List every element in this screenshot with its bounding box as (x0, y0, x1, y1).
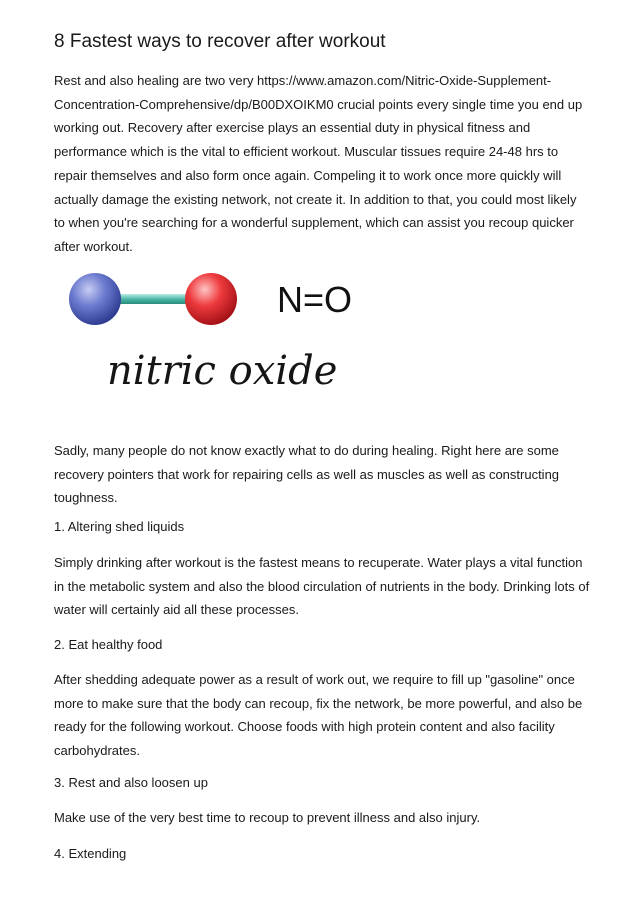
section-heading: 2. Eat healthy food (54, 637, 163, 652)
paragraph-line: toughness. (54, 490, 118, 506)
paragraph-line: Sadly, many people do not know exactly what to do during healing. Right here are some (54, 443, 559, 458)
intro-line: performance which is the vital to efficient workout. Muscular tissues require 24-48 hrs to (54, 144, 559, 160)
section-paragraph (54, 551, 594, 622)
section-paragraph (54, 668, 594, 763)
page-title: 8 Fastest ways to recover after workout (54, 31, 386, 52)
oxygen-atom (185, 273, 237, 325)
paragraph-line: carbohydrates. (54, 743, 140, 759)
paragraph-line: more to make sure that the body can recoup, fix the network, be more powerful, and also be (54, 695, 583, 711)
section-paragraph (54, 806, 594, 830)
formula-label: N=O (277, 279, 353, 320)
section-heading: 4. Extending (54, 846, 127, 861)
paragraph-line: in the metabolic system and also the blood circulation of nutrients in the body. Drinking lots of (54, 578, 590, 594)
nitrogen-atom (69, 273, 121, 325)
paragraph-line: Simply drinking after workout is the fastest means to recuperate. Water plays a vital function (54, 555, 583, 570)
intro-line: Rest and also healing are two very https://www.amazon.com/Nitric-Oxide-Supplement- (54, 73, 552, 88)
paragraph-line: water will certainly aid all these processes. (54, 602, 299, 618)
paragraph-line: After shedding adequate power as a result of work out, we require to fill up "gasoline" once (54, 672, 575, 687)
paragraph-line: ready for the following workout. Choose foods with high protein content and also facility (54, 719, 555, 735)
intro-line: Concentration-Comprehensive/dp/B00DXOIKM0 crucial points every single time you end up (54, 96, 583, 112)
intro-line: after workout. (54, 238, 133, 254)
body-paragraph (54, 439, 594, 510)
paragraph-line: Make use of the very best time to recoup to prevent illness and also injury. (54, 810, 481, 825)
section-heading: 3. Rest and also loosen up (54, 775, 208, 790)
section-heading: 1. Altering shed liquids (54, 519, 185, 534)
intro-line: working out. Recovery after exercise plays an essential duty in physical fitness and (54, 120, 531, 136)
figure-caption: nitric oxide (107, 348, 338, 394)
nitric-oxide-figure (55, 250, 375, 400)
intro-line: to when you're searching for a wonderful supplement, which can assist you recoup quicker (54, 215, 574, 231)
paragraph-line: recovery pointers that work for repairing cells as well as muscles as well as constructing (54, 466, 560, 482)
intro-paragraph (54, 69, 588, 259)
nitric-oxide-molecule-image (55, 250, 375, 400)
intro-line: repair themselves and also form once again. Compeling it to work once more quickly will (54, 167, 562, 183)
intro-line: actually damage the existing network, not create it. In addition to that, you could most likely (54, 191, 577, 207)
